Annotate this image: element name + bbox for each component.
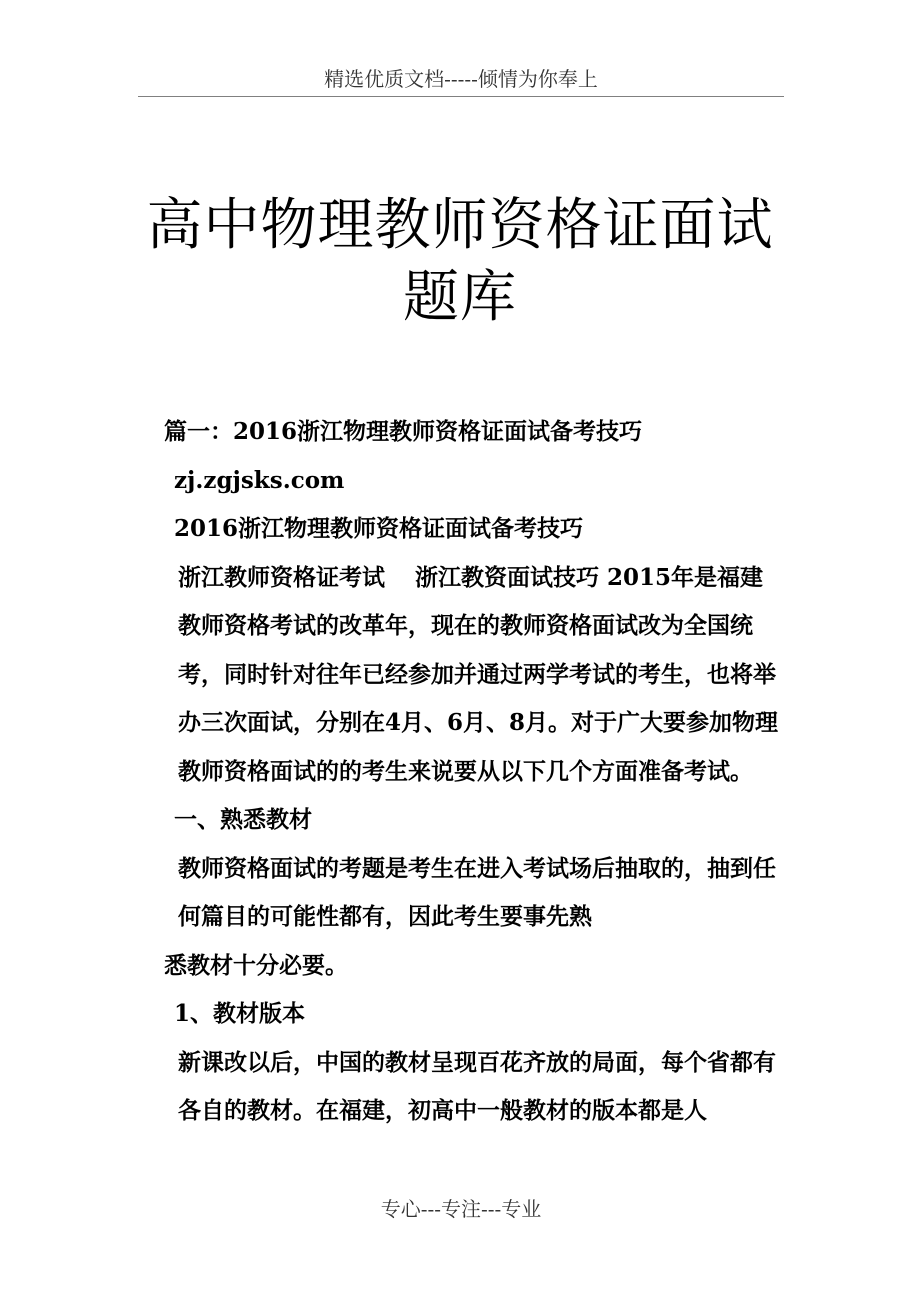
intro-text: 2015年是福建教师资格考试的改革年，现在的教师资格面试改为全国统考，同时针对往年已经参加并通过两学考试的考生，也将举办三次面试，分别在4月、6月、8月。对于广大要参加物理教师资格面试的的考生来说要从以下几个方面准备考试。 — [178, 563, 779, 785]
source-url: zj.zgjsks.com — [174, 466, 345, 494]
heading-textbook-version: 1、教材版本 — [174, 1000, 306, 1027]
page-header: 精选优质文档-----倾情为你奉上 — [138, 62, 784, 97]
section-heading: 篇一：2016浙江物理教师资格证面试备考技巧 — [164, 418, 643, 445]
document-body — [140, 408, 784, 1136]
paragraph-textbook-1: 教师资格面试的考题是考生在进入考试场后抽取的，抽到任何篇目的可能性都有，因此考生要事先熟 — [178, 854, 776, 930]
document-title — [100, 190, 820, 334]
heading-familiarize-textbook: 一、熟悉教材 — [174, 806, 312, 833]
tag-zhejiang-exam: 浙江教师资格证考试 — [178, 563, 385, 591]
tag-interview-tips: 浙江教资面试技巧 — [415, 563, 599, 591]
paragraph-textbook-version: 新课改以后，中国的教材呈现百花齐放的局面，每个省都有各自的教材。在福建，初高中一般教材的版本都是人 — [178, 1048, 776, 1124]
paragraph-textbook-1-cont: 悉教材十分必要。 — [164, 951, 348, 979]
page-footer: 专心---专注---专业 — [380, 1197, 542, 1221]
title-line-1: 高中物理教师资格证面试 — [146, 193, 774, 258]
title-line-2: 题库 — [403, 265, 517, 330]
intro-paragraph — [140, 554, 784, 797]
article-title: 2016浙江物理教师资格证面试备考技巧 — [174, 515, 584, 542]
